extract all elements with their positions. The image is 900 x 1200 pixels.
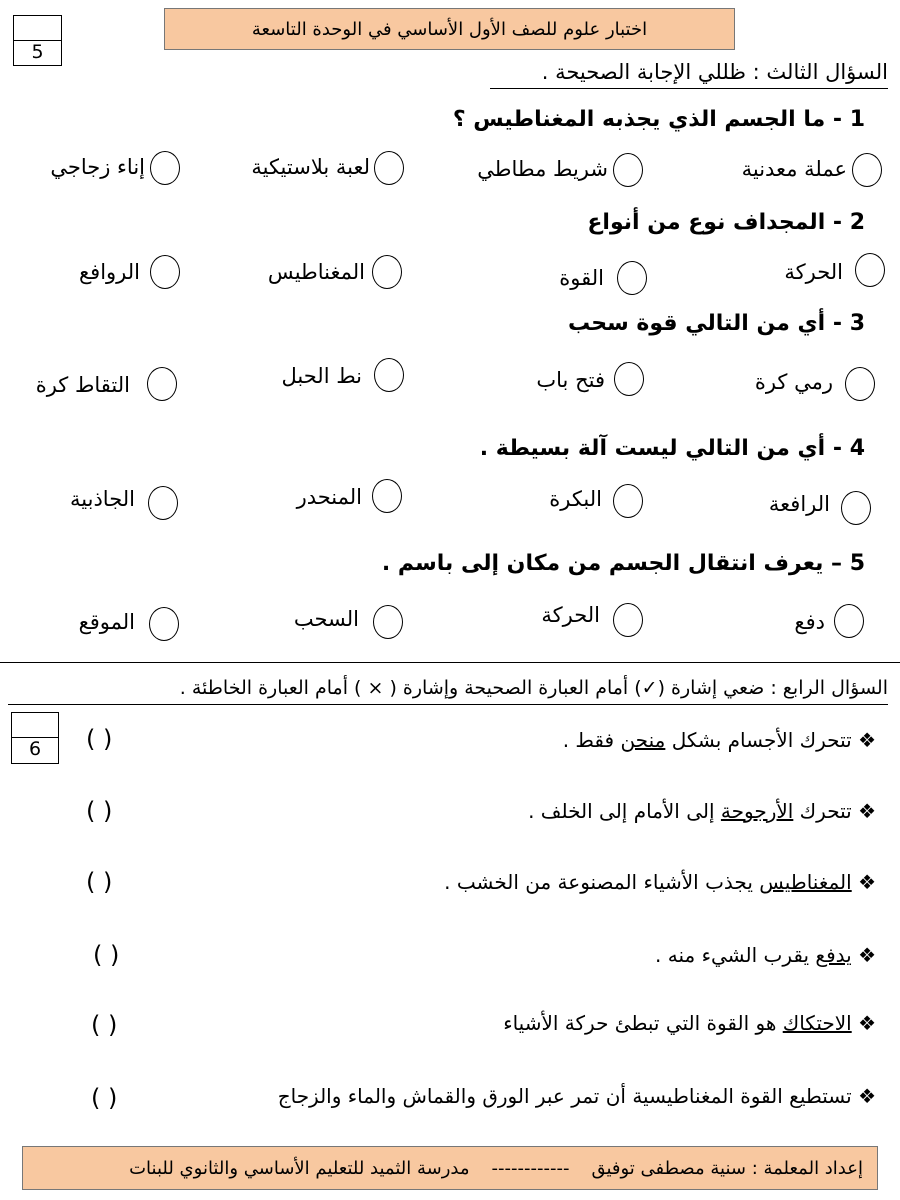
q3-option-1: رمي كرة	[754, 370, 833, 394]
question-2: 2 - المجداف نوع من أنواع	[587, 210, 865, 235]
q5-option-2: الحركة	[541, 603, 600, 627]
statement-3	[444, 870, 876, 894]
score-max-q3: 5	[31, 40, 44, 63]
diamond-bullet-icon: ❖	[858, 728, 876, 752]
statement-underlined: المغناطيس	[759, 870, 852, 894]
score-box-q3	[13, 15, 62, 66]
statement-text-end: فقط .	[562, 728, 621, 752]
diamond-bullet-icon: ❖	[858, 1011, 876, 1035]
question-1: 1 - ما الجسم الذي يجذبه المغناطيس ؟	[452, 107, 865, 132]
q2-option-3-bubble[interactable]	[372, 255, 402, 289]
q3-option-4-bubble[interactable]	[147, 367, 177, 401]
score-max-q4: 6	[28, 738, 42, 760]
statement-2	[528, 799, 876, 823]
q2-option-1: الحركة	[784, 260, 843, 284]
q1-option-3: لعبة بلاستيكية	[251, 155, 370, 179]
statement-text-end: يجذب الأشياء المصنوعة من الخشب .	[444, 870, 760, 894]
statement-underlined: يدفع	[815, 943, 852, 967]
q1-option-2-bubble[interactable]	[613, 153, 643, 187]
q5-option-4: الموقع	[78, 610, 135, 634]
section3-heading: السؤال الثالث : ظللي الإجابة الصحيحة .	[541, 60, 888, 84]
section4-heading: السؤال الرابع : ضعي إشارة (✓) أمام العبارة الصحيحة وإشارة ( × ) أمام العبارة الخاطئة .	[179, 677, 888, 699]
q1-option-4: إناء زجاجي	[50, 155, 145, 179]
question-4: 4 - أي من التالي ليست آلة بسيطة .	[479, 436, 865, 461]
page-title-text: اختبار علوم للصف الأول الأساسي في الوحدة التاسعة	[251, 18, 648, 40]
q1-option-1-bubble[interactable]	[852, 153, 882, 187]
section4-heading-underline	[8, 704, 888, 705]
statement-underlined: منحن	[620, 728, 666, 752]
answer-blank-1[interactable]: ( )	[86, 725, 113, 753]
statement-text: تتحرك	[793, 799, 852, 823]
q5-option-3-bubble[interactable]	[373, 605, 403, 639]
q2-option-2: القوة	[559, 266, 604, 290]
footer-school: مدرسة الثميد للتعليم الأساسي والثانوي للبنات	[129, 1157, 470, 1179]
score-box-q4	[11, 712, 59, 764]
statement-1	[563, 728, 876, 752]
q1-option-4-bubble[interactable]	[150, 151, 180, 185]
q4-option-4-bubble[interactable]	[148, 486, 178, 520]
question-5: 5 – يعرف انتقال الجسم من مكان إلى باسم .	[381, 551, 865, 576]
q1-option-3-bubble[interactable]	[374, 151, 404, 185]
q5-option-2-bubble[interactable]	[613, 603, 643, 637]
q4-option-1-bubble[interactable]	[841, 491, 871, 525]
q2-option-2-bubble[interactable]	[617, 261, 647, 295]
q5-option-1: دفع	[794, 610, 825, 634]
q3-option-1-bubble[interactable]	[845, 367, 875, 401]
footer	[22, 1146, 878, 1190]
answer-blank-4[interactable]: ( )	[93, 941, 120, 969]
q4-option-4: الجاذبية	[70, 487, 135, 511]
q3-option-4: التقاط كرة	[35, 373, 130, 397]
statement-text: تستطيع القوة المغناطيسية أن تمر عبر الورق والقماش والماء والزجاج	[277, 1084, 852, 1108]
answer-blank-2[interactable]: ( )	[86, 797, 113, 825]
statement-text: تتحرك الأجسام بشكل	[665, 728, 852, 752]
q3-option-2: فتح باب	[536, 368, 605, 392]
diamond-bullet-icon: ❖	[858, 799, 876, 823]
q3-option-2-bubble[interactable]	[614, 362, 644, 396]
q2-option-4-bubble[interactable]	[150, 255, 180, 289]
q4-option-3: المنحدر	[296, 485, 362, 509]
question-3: 3 - أي من التالي قوة سحب	[567, 311, 865, 336]
q4-option-2: البكرة	[549, 487, 602, 511]
statement-underlined: الأرجوحة	[720, 799, 794, 823]
q1-option-2: شريط مطاطي	[477, 157, 608, 181]
statement-5	[503, 1011, 876, 1035]
footer-teacher: إعداد المعلمة : سنية مصطفى توفيق	[591, 1157, 863, 1179]
diamond-bullet-icon: ❖	[858, 1084, 876, 1108]
q5-option-4-bubble[interactable]	[149, 607, 179, 641]
q5-option-3: السحب	[293, 607, 359, 631]
q2-option-4: الروافع	[78, 260, 140, 284]
q4-option-2-bubble[interactable]	[613, 484, 643, 518]
statement-text-end: هو القوة التي تبطئ حركة الأشياء	[503, 1011, 783, 1035]
q4-option-3-bubble[interactable]	[372, 479, 402, 513]
q4-option-1: الرافعة	[768, 492, 830, 516]
diamond-bullet-icon: ❖	[858, 870, 876, 894]
statement-underlined: الاحتكاك	[782, 1011, 852, 1035]
statement-text-end: إلى الأمام إلى الخلف .	[528, 799, 721, 823]
footer-dashes: ------------	[491, 1157, 570, 1179]
q2-option-3: المغناطيس	[267, 260, 365, 284]
q1-option-1: عملة معدنية	[741, 157, 847, 181]
section-divider	[0, 662, 900, 663]
score-box-blank	[14, 16, 61, 41]
answer-blank-5[interactable]: ( )	[91, 1011, 118, 1039]
diamond-bullet-icon: ❖	[858, 943, 876, 967]
section3-heading-underline	[490, 88, 888, 89]
statement-6	[278, 1084, 876, 1108]
answer-blank-3[interactable]: ( )	[86, 868, 113, 896]
q5-option-1-bubble[interactable]	[834, 604, 864, 638]
answer-blank-6[interactable]: ( )	[91, 1084, 118, 1112]
statement-4	[655, 943, 876, 967]
page-title	[164, 8, 735, 50]
statement-text-end: يقرب الشيء منه .	[655, 943, 816, 967]
q3-option-3: نط الحبل	[281, 364, 362, 388]
q2-option-1-bubble[interactable]	[855, 253, 885, 287]
score-box-blank	[12, 713, 58, 738]
q3-option-3-bubble[interactable]	[374, 358, 404, 392]
